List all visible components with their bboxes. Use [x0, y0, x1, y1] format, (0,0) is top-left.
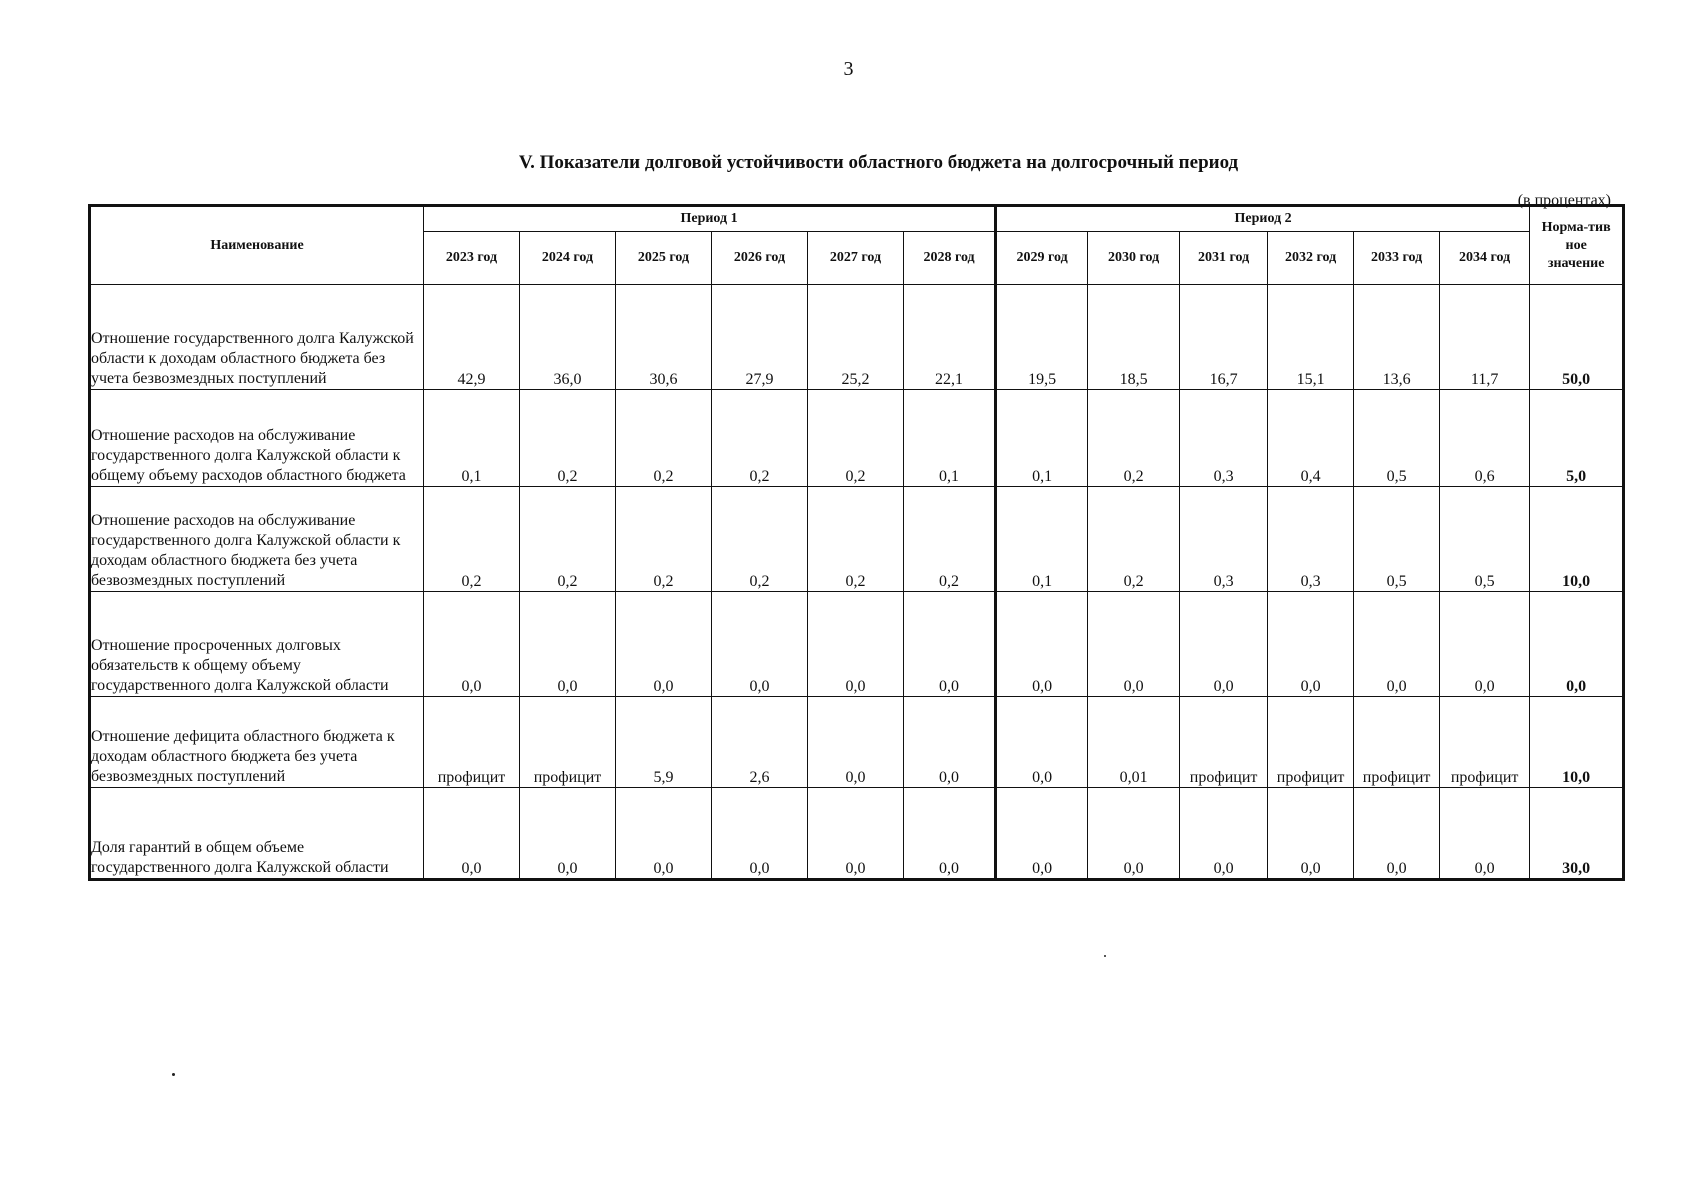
scan-speck [172, 1073, 175, 1076]
value-cell: 5,9 [616, 697, 712, 788]
value-cell: 0,2 [520, 487, 616, 592]
norm-header-line-3: значение [1547, 255, 1605, 271]
value-cell: 0,0 [712, 788, 808, 880]
year-header: 2027 год [808, 232, 904, 285]
row-name: Отношение расходов на обслуживание государственного долга Калужской области к общему объему расходов областного бюджета [90, 390, 424, 487]
year-header: 2025 год [616, 232, 712, 285]
value-cell: 0,3 [1180, 390, 1268, 487]
year-header: 2030 год [1088, 232, 1180, 285]
value-cell: 0,0 [996, 788, 1088, 880]
value-cell: 0,0 [1088, 592, 1180, 697]
value-cell: 13,6 [1354, 285, 1440, 390]
table-row [90, 697, 1624, 788]
row-name: Отношение просроченных долговых обязательств к общему объему государственного долга Калужской области [90, 592, 424, 697]
value-cell: 0,0 [904, 592, 996, 697]
value-cell: 0,1 [996, 487, 1088, 592]
value-cell: 0,0 [616, 788, 712, 880]
norm-value-cell: 10,0 [1530, 487, 1624, 592]
value-cell: 15,1 [1268, 285, 1354, 390]
value-cell: 36,0 [520, 285, 616, 390]
value-cell: 0,6 [1440, 390, 1530, 487]
value-cell: 0,0 [904, 788, 996, 880]
year-header: 2031 год [1180, 232, 1268, 285]
value-cell: 0,0 [520, 592, 616, 697]
norm-value-header [1530, 206, 1624, 285]
value-cell: 0,5 [1354, 487, 1440, 592]
value-cell: 0,5 [1440, 487, 1530, 592]
value-cell: 0,0 [996, 592, 1088, 697]
value-cell: профицит [1354, 697, 1440, 788]
value-cell: 0,1 [904, 390, 996, 487]
value-cell: 0,0 [520, 788, 616, 880]
value-cell: 0,2 [1088, 487, 1180, 592]
year-header: 2034 год [1440, 232, 1530, 285]
table-row [90, 390, 1624, 487]
value-cell: 0,2 [904, 487, 996, 592]
value-cell: 0,0 [1440, 788, 1530, 880]
value-cell: 0,0 [996, 697, 1088, 788]
value-cell: 2,6 [712, 697, 808, 788]
value-cell: 0,2 [712, 390, 808, 487]
value-cell: 0,0 [1180, 592, 1268, 697]
year-header: 2033 год [1354, 232, 1440, 285]
value-cell: 0,0 [1088, 788, 1180, 880]
value-cell: 0,3 [1268, 487, 1354, 592]
value-cell: 16,7 [1180, 285, 1268, 390]
value-cell: 0,2 [808, 487, 904, 592]
value-cell: 0,4 [1268, 390, 1354, 487]
value-cell: 0,3 [1180, 487, 1268, 592]
value-cell: 11,7 [1440, 285, 1530, 390]
value-cell: 0,01 [1088, 697, 1180, 788]
value-cell: 0,0 [1440, 592, 1530, 697]
norm-value-cell: 10,0 [1530, 697, 1624, 788]
value-cell: 0,2 [712, 487, 808, 592]
table-row [90, 285, 1624, 390]
norm-header-line-1: Норма-тив [1541, 219, 1611, 235]
name-column-header: Наименование [90, 206, 424, 285]
value-cell: 0,0 [1354, 592, 1440, 697]
year-header: 2023 год [424, 232, 520, 285]
value-cell: 0,0 [424, 788, 520, 880]
value-cell: 19,5 [996, 285, 1088, 390]
norm-value-cell: 5,0 [1530, 390, 1624, 487]
row-name: Доля гарантий в общем объеме государственного долга Калужской области [90, 788, 424, 880]
year-header: 2024 год [520, 232, 616, 285]
table-row [90, 788, 1624, 880]
value-cell: 0,0 [904, 697, 996, 788]
value-cell: 0,0 [808, 788, 904, 880]
value-cell: 0,1 [424, 390, 520, 487]
value-cell: 0,2 [808, 390, 904, 487]
value-cell: 0,0 [808, 697, 904, 788]
value-cell: 0,0 [712, 592, 808, 697]
value-cell: 0,2 [1088, 390, 1180, 487]
page-number: 3 [843, 58, 854, 80]
value-cell: 0,0 [1268, 788, 1354, 880]
document-title: V. Показатели долговой устойчивости областного бюджета на долгосрочный период [518, 152, 1239, 173]
norm-value-cell: 0,0 [1530, 592, 1624, 697]
row-name: Отношение расходов на обслуживание государственного долга Калужской области к доходам областного бюджета без учета безвозмездных поступлений [90, 487, 424, 592]
value-cell: 25,2 [808, 285, 904, 390]
value-cell: 0,2 [616, 487, 712, 592]
norm-value-cell: 30,0 [1530, 788, 1624, 880]
row-name: Отношение государственного долга Калужской области к доходам областного бюджета без учета безвозмездных поступлений [90, 285, 424, 390]
value-cell: профицит [520, 697, 616, 788]
year-header: 2029 год [996, 232, 1088, 285]
value-cell: 22,1 [904, 285, 996, 390]
header-row-periods [90, 206, 1624, 232]
value-cell: профицит [1440, 697, 1530, 788]
norm-value-cell: 50,0 [1530, 285, 1624, 390]
value-cell: 0,0 [808, 592, 904, 697]
year-header: 2026 год [712, 232, 808, 285]
value-cell: профицит [1268, 697, 1354, 788]
table-row [90, 487, 1624, 592]
norm-header-line-2: ное [1565, 237, 1587, 253]
value-cell: 42,9 [424, 285, 520, 390]
scan-speck [1104, 955, 1106, 957]
debt-sustainability-table [88, 204, 1625, 881]
value-cell: 0,0 [1268, 592, 1354, 697]
value-cell: 0,5 [1354, 390, 1440, 487]
period-2-header: Период 2 [996, 206, 1530, 232]
value-cell: профицит [424, 697, 520, 788]
year-header: 2028 год [904, 232, 996, 285]
value-cell: 0,0 [424, 592, 520, 697]
value-cell: 0,0 [1180, 788, 1268, 880]
value-cell: 27,9 [712, 285, 808, 390]
period-1-header: Период 1 [424, 206, 996, 232]
year-header: 2032 год [1268, 232, 1354, 285]
value-cell: 0,0 [1354, 788, 1440, 880]
value-cell: 30,6 [616, 285, 712, 390]
value-cell: 0,1 [996, 390, 1088, 487]
units-note: (в процентах) [1517, 192, 1611, 209]
value-cell: 0,2 [424, 487, 520, 592]
value-cell: 0,0 [616, 592, 712, 697]
value-cell: 0,2 [616, 390, 712, 487]
value-cell: профицит [1180, 697, 1268, 788]
value-cell: 0,2 [520, 390, 616, 487]
table-row [90, 592, 1624, 697]
row-name: Отношение дефицита областного бюджета к доходам областного бюджета без учета безвозмездных поступлений [90, 697, 424, 788]
value-cell: 18,5 [1088, 285, 1180, 390]
